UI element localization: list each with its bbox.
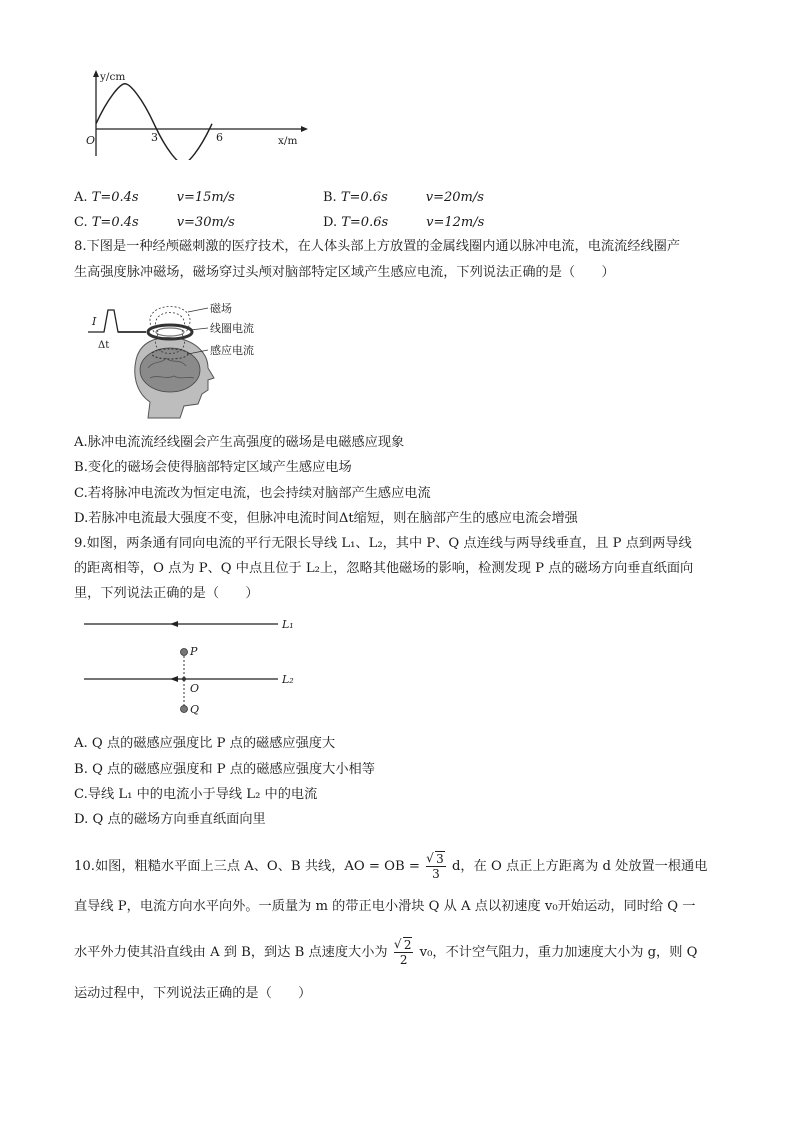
- wave-curve: [96, 84, 212, 160]
- q10-frac2-radicand: 2: [403, 938, 412, 952]
- q8-option-c: C.若将脉冲电流改为恒定电流，也会持续对脑部产生感应电流: [74, 486, 431, 501]
- point-o: [182, 677, 186, 681]
- pulse-waveform: [88, 310, 144, 332]
- q10-line1: [74, 852, 707, 881]
- q9-option-a: A. Q 点的磁感应强度比 P 点的磁感应强度大: [74, 736, 336, 751]
- q10-line3: [74, 938, 697, 967]
- q7-option-letter: A.: [74, 190, 88, 205]
- q8-stem-line2: 生高强度脉冲磁场，磁场穿过头颅对脑部特定区域产生感应电流，下列说法正确的是（ ）: [74, 265, 615, 280]
- point-p: [181, 649, 188, 656]
- tms-figure: [84, 298, 294, 424]
- q10-line2: 直导线 P，电流方向水平向外。一质量为 m 的带正电小滑块 Q 从 A 点以初速度 v₀开始运动，同时给 Q 一: [74, 899, 696, 914]
- wave-tick-3: 3: [151, 131, 158, 144]
- wave-origin-label: O: [86, 134, 96, 147]
- q7-option-d: [323, 214, 484, 232]
- q7-option-period: T=0.4s: [91, 215, 139, 230]
- coil: [148, 325, 192, 339]
- q8-option-a: A.脉冲电流流经线圈会产生高强度的磁场是电磁感应现象: [74, 435, 405, 450]
- brain: [140, 348, 200, 392]
- pulse-label-i: I: [92, 315, 97, 328]
- q10-frac2-denominator: 2: [399, 953, 408, 967]
- q7-option-speed: v=30m/s: [176, 215, 235, 230]
- q9-stem-line2: 的距离相等，O 点为 P、Q 中点且位于 L₂上，忽略其他磁场的影响，检测发现 P 点的磁场方向垂直纸面向: [74, 561, 694, 576]
- wire-l1-label: L₁: [282, 618, 294, 631]
- q7-option-b: [323, 189, 484, 207]
- label-o: O: [190, 682, 200, 695]
- q8-option-b: B.变化的磁场会使得脑部特定区域产生感应电场: [74, 460, 352, 475]
- q10-frac1-radicand: 3: [436, 852, 444, 866]
- q7-option-period: T=0.6s: [340, 190, 388, 205]
- q9-option-d: D. Q 点的磁场方向垂直纸面向里: [74, 812, 266, 827]
- label-coil-current: 线圈电流: [210, 322, 254, 335]
- callout-line-coil: [190, 328, 208, 330]
- q10-frac1-denominator: 3: [432, 867, 440, 881]
- q10-line3-suffix: v₀，不计空气阻力，重力加速度大小为 g，则 Q: [419, 945, 698, 960]
- q7-option-letter: B.: [323, 190, 337, 205]
- q10-fraction-sqrt3-over-3: [426, 852, 446, 881]
- wave-tick-6: 6: [216, 131, 223, 144]
- label-magnetic-field: 磁场: [210, 302, 232, 315]
- pulse-label-dt: Δt: [98, 340, 110, 351]
- wire-l2-arrow: [170, 676, 178, 682]
- label-q: Q: [190, 703, 200, 716]
- q8-option-d: D.若脉冲电流最大强度不变，但脉冲电流时间Δt缩短，则在脑部产生的感应电流会增强: [74, 511, 578, 526]
- q9-stem-line3: 里，下列说法正确的是（ ）: [74, 586, 259, 601]
- q7-option-letter: D.: [323, 215, 338, 230]
- callout-line-field: [188, 308, 208, 312]
- wave-x-arrow: [301, 126, 308, 132]
- q9-stem-line1: 9.如图，两条通有同向电流的平行无限长导线 L₁、L₂，其中 P、Q 点连线与两导线垂直，且 P 点到两导线: [74, 536, 692, 551]
- label-induced-current: 感应电流: [210, 344, 254, 357]
- q8-stem-line1: 8.下图是一种经颅磁刺激的医疗技术，在人体头部上方放置的金属线圈内通以脉冲电流，电流流经线圈产: [74, 239, 681, 254]
- q7-option-c: [74, 214, 235, 232]
- wire-l2-label: L₂: [282, 673, 294, 686]
- q7-option-speed: v=15m/s: [176, 190, 235, 205]
- wire-l1-arrow: [170, 621, 178, 627]
- coil-inner: [156, 328, 184, 336]
- wave-y-label: y/cm: [100, 71, 126, 83]
- q9-option-b: B. Q 点的磁感应强度和 P 点的磁感应强度大小相等: [74, 762, 375, 777]
- wave-x-label: x/m: [278, 135, 298, 147]
- wave-figure: [82, 68, 312, 160]
- q7-option-period: T=0.4s: [91, 190, 139, 205]
- q7-option-speed: v=20m/s: [425, 190, 484, 205]
- q9-option-c: C.导线 L₁ 中的电流小于导线 L₂ 中的电流: [74, 787, 318, 802]
- wave-y-arrow: [93, 70, 99, 77]
- label-p: P: [190, 645, 198, 658]
- q7-option-letter: C.: [74, 215, 88, 230]
- q7-option-period: T=0.6s: [341, 215, 389, 230]
- q7-option-a: [74, 189, 235, 207]
- q10-line1-suffix: d，在 O 点正上方距离为 d 处放置一根通电: [451, 859, 708, 874]
- q10-line3-prefix: 水平外力使其沿直线由 A 到 B，到达 B 点速度大小为: [74, 945, 388, 960]
- q10-fraction-sqrt2-over-2: [394, 938, 414, 967]
- q7-option-speed: v=12m/s: [426, 215, 485, 230]
- wires-figure: [82, 612, 302, 722]
- q10-line1-prefix: 10.如图，粗糙水平面上三点 A、O、B 共线，AO = OB =: [74, 859, 420, 874]
- q10-line4: 运动过程中，下列说法正确的是（ ）: [74, 986, 312, 1001]
- point-q: [181, 706, 188, 713]
